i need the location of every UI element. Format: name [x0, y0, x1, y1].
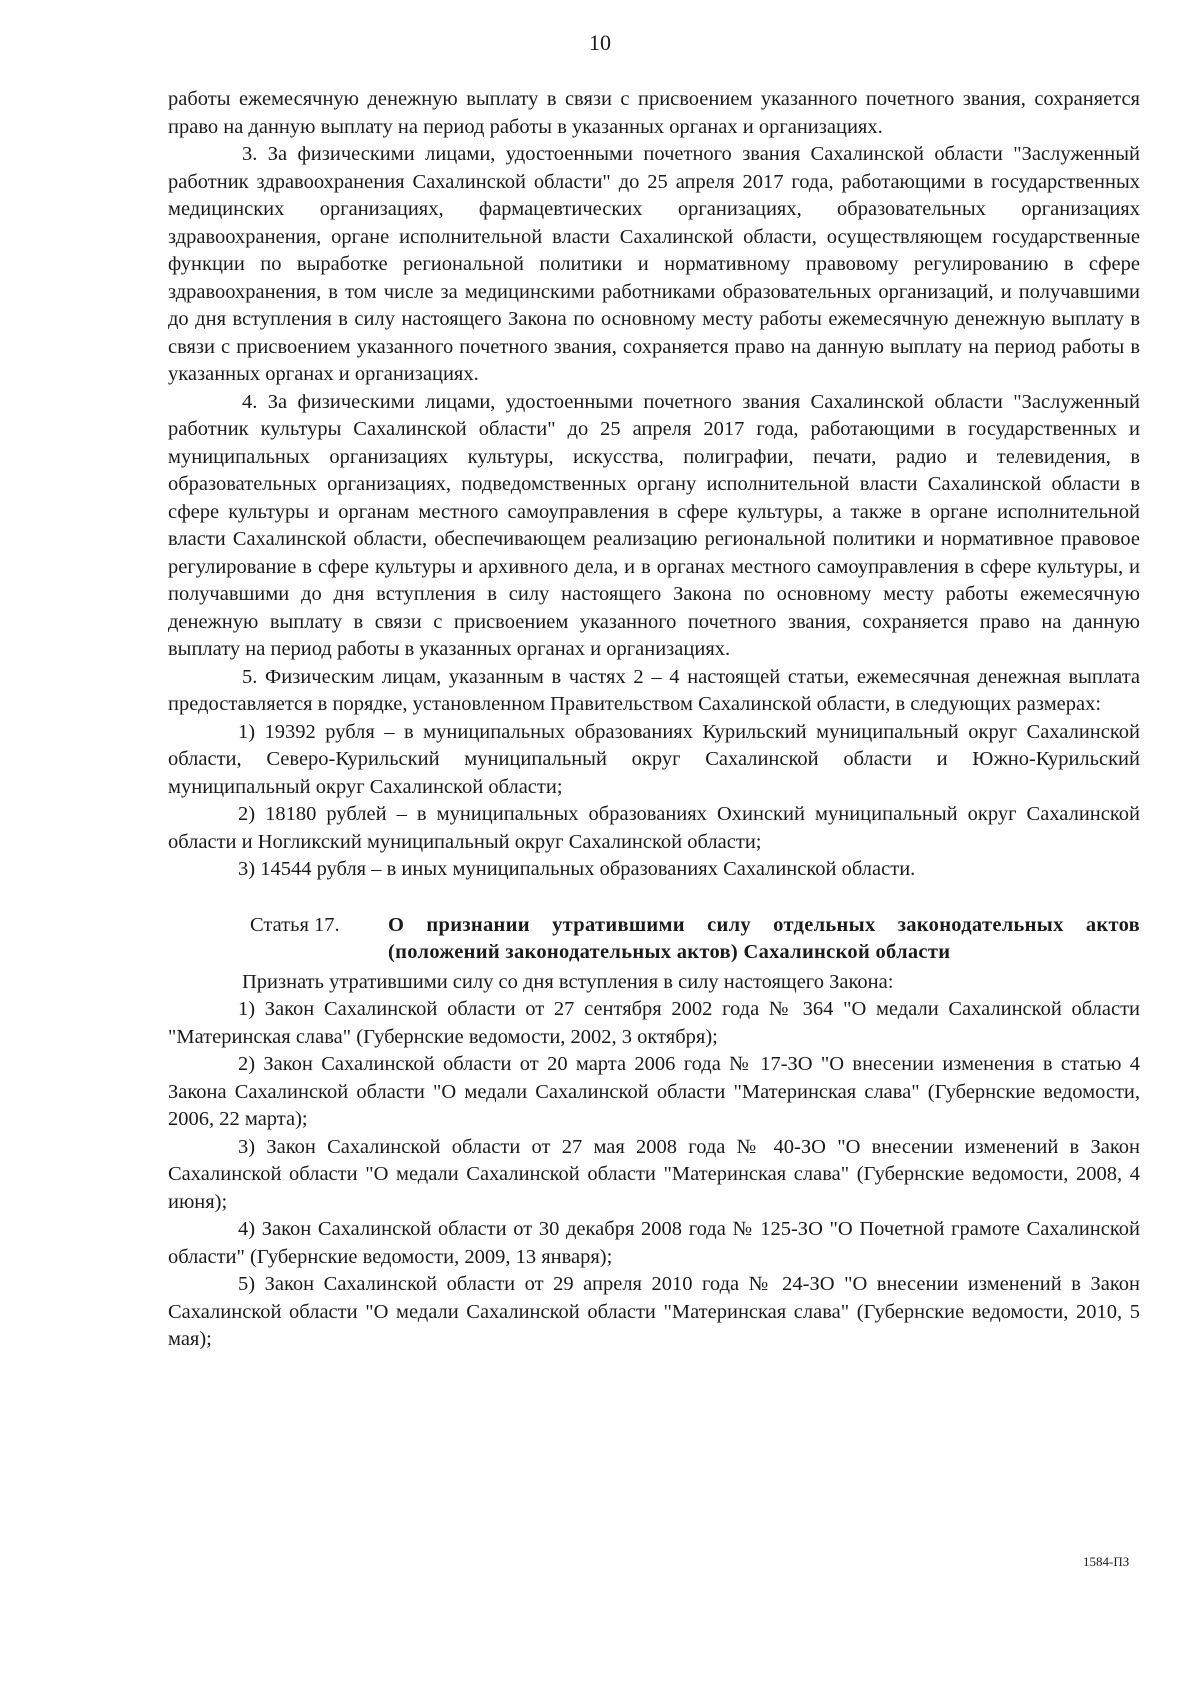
document-body [168, 86, 1140, 1354]
article-17-intro: Признать утратившими силу со дня вступления в силу настоящего Закона: [242, 970, 894, 993]
page-number: 10 [589, 30, 611, 55]
article-label: Статья 17. [250, 913, 340, 936]
repealed-law-item-4: 4) Закон Сахалинской области от 30 декабря 2008 года № 125-ЗО "О Почетной грамоте Сахалинской области" (Губернские ведомости, 2009, 13 января); [168, 1218, 1140, 1268]
payment-item-3: 3) 14544 рубля – в иных муниципальных образованиях Сахалинской области. [238, 858, 916, 880]
payment-item-2: 2) 18180 рублей – в муниципальных образованиях Охинский муниципальный округ Сахалинской области и Ногликский муниципальный округ Сахалинской области; [168, 803, 1140, 853]
article-17-heading [168, 912, 1140, 967]
repealed-law-item-1: 1) Закон Сахалинской области от 27 сентября 2002 года № 364 "О медали Сахалинской области "Материнская слава" (Губернские ведомости, 2002, 3 октября); [168, 998, 1140, 1048]
paragraph-part-3: 3. За физическими лицами, удостоенными почетного звания Сахалинской области "Заслуженный работник здравоохранения Сахалинской области" до 25 апреля 2017 года, работающими в государственных медицинских организациях, фармацевтических организациях, образовательных организациях здравоохранения, органе исполнительной власти Сахалинской области, осуществляющем государственные функции по выработке региональной политики и нормативному правовому регулированию в сфере здравоохранения, в том числе за медицинскими работниками образовательных организаций, и получавшими до дня вступления в силу настоящего Закона по основному месту работы ежемесячную денежную выплату в связи с присвоением указанного почетного звания, сохраняется право на данную выплату на период работы в указанных органах и организациях. [168, 143, 1140, 385]
paragraph-part-4: 4. За физическими лицами, удостоенными почетного звания Сахалинской области "Заслуженный работник культуры Сахалинской области" до 25 апреля 2017 года, работающими в государственных и муниципальных организациях культуры, искусства, полиграфии, печати, радио и телевидения, в образовательных организациях, подведомственных органу исполнительной власти Сахалинской области в сфере культуры и органам местного самоуправления в сфере культуры, а также в органе исполнительной власти Сахалинской области, обеспечивающем реализацию региональной политики и нормативное правовое регулирование в сфере культуры и архивного дела, и в органах местного самоуправления в сфере культуры, и получавшими до дня вступления в силу настоящего Закона по основному месту работы ежемесячную денежную выплату в связи с присвоением указанного почетного звания, сохраняется право на данную выплату на период работы в указанных органах и организациях. [168, 390, 1140, 660]
repealed-law-item-2: 2) Закон Сахалинской области от 20 марта 2006 года № 17-ЗО "О внесении изменения в статью 4 Закона Сахалинской области "О медали Сахалинской области "Материнская слава" (Губернские ведомости, 2006, 22 марта); [168, 1053, 1140, 1130]
paragraph-part-5: 5. Физическим лицам, указанным в частях 2 – 4 настоящей статьи, ежемесячная денежная выплата предоставляется в порядке, установленном Правительством Сахалинской области, в следующих размерах: [168, 665, 1140, 715]
document-code: 1584-ПЗ [1083, 1554, 1130, 1569]
repealed-law-item-5: 5) Закон Сахалинской области от 29 апреля 2010 года № 24-ЗО "О внесении изменений в Закон Сахалинской области "О медали Сахалинской области "Материнская слава" (Губернские ведомости, 2010, 5 мая); [168, 1273, 1140, 1350]
article-title: О признании утратившими силу отдельных законодательных актов (положений законодательных актов) Сахалинской области [388, 913, 1140, 963]
repealed-law-item-3: 3) Закон Сахалинской области от 27 мая 2008 года № 40-ЗО "О внесении изменений в Закон Сахалинской области "О медали Сахалинской области "Материнская слава" (Губернские ведомости, 2008, 4 июня); [168, 1135, 1140, 1213]
paragraph-continuation: работы ежемесячную денежную выплату в связи с присвоением указанного почетного звания, сохраняется право на данную выплату на период работы в указанных органах и организациях. [168, 88, 1140, 138]
payment-item-1: 1) 19392 рубля – в муниципальных образованиях Курильский муниципальный округ Сахалинской области, Северо-Курильский муниципальный округ Сахалинской области и Южно-Курильский муниципальный округ Сахалинской области; [168, 720, 1140, 798]
